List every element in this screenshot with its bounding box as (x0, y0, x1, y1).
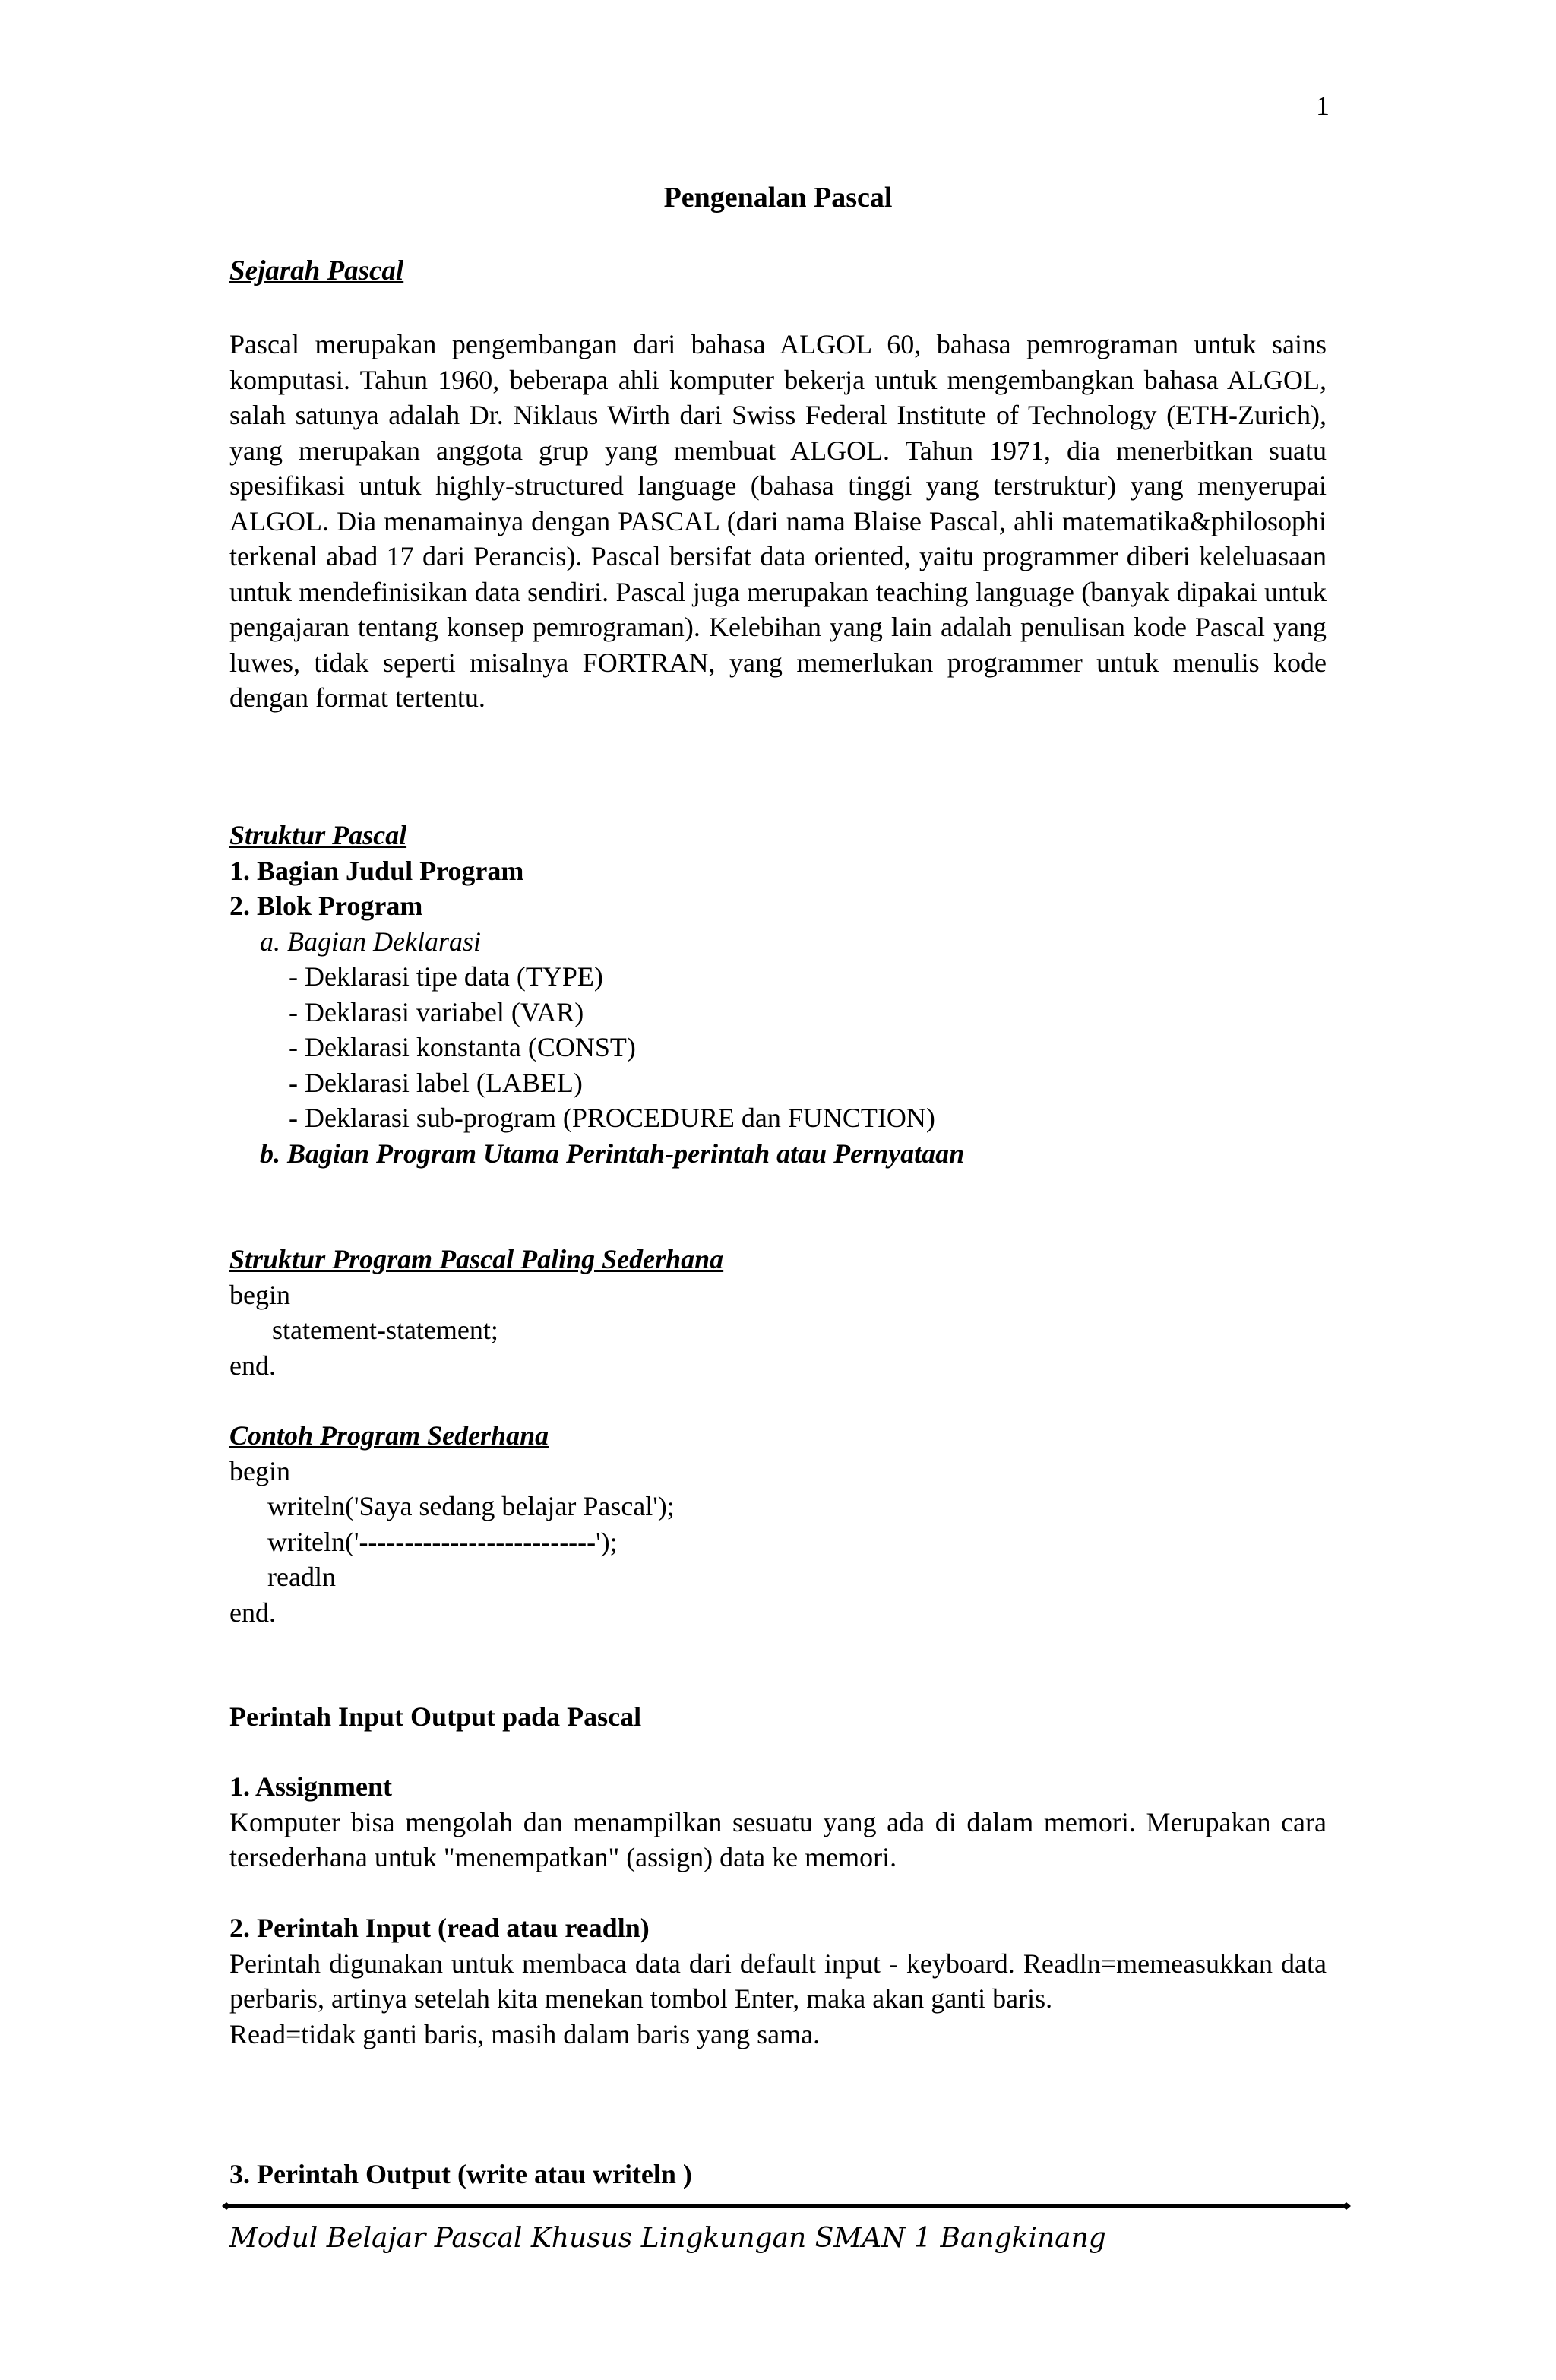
sederhana-heading: Struktur Program Pascal Paling Sederhana (229, 1244, 724, 1274)
input-text: Perintah digunakan untuk membaca data dari default input - keyboard. Readln=memeasukkan data perbaris, artinya setelah kita menekan tombol Enter, maka akan ganti baris. (229, 1948, 1327, 2014)
sejarah-section (229, 254, 1327, 290)
declaration-item: - Deklarasi konstanta (CONST) (289, 1032, 636, 1062)
code-line: end. (229, 1350, 276, 1381)
assignment-text: Komputer bisa mengolah dan menampilkan sesuatu yang ada di dalam memori. Merupakan cara tersederhana untuk "menempatkan" (assign) data ke memori. (229, 1806, 1327, 1872)
footer-rule-line (229, 2204, 1343, 2208)
declaration-item: - Deklarasi variabel (VAR) (289, 996, 584, 1027)
output-section (229, 2157, 1327, 2192)
sejarah-heading: Sejarah Pascal (229, 255, 404, 286)
declaration-item: - Deklarasi sub-program (PROCEDURE dan FUNCTION) (289, 1103, 935, 1133)
code-line: begin (229, 1279, 290, 1310)
io-heading: Perintah Input Output pada Pascal (229, 1701, 642, 1732)
contoh-section (229, 1418, 1327, 1630)
contoh-heading: Contoh Program Sederhana (229, 1420, 549, 1451)
document-title: Pengenalan Pascal (663, 182, 893, 214)
code-line: writeln('--------------------------'); (267, 1526, 618, 1557)
sejarah-body (229, 327, 1327, 716)
declaration-item: - Deklarasi label (LABEL) (289, 1067, 583, 1098)
code-line: end. (229, 1597, 276, 1628)
output-heading: 3. Perintah Output (write atau writeln ) (229, 2159, 692, 2189)
assignment-heading: 1. Assignment (229, 1771, 393, 1802)
assignment-section (229, 1769, 1327, 1875)
code-line: writeln('Saya sedang belajar Pascal'); (267, 1491, 675, 1521)
code-line: statement-statement; (272, 1315, 498, 1345)
footer-rule (222, 2202, 1351, 2210)
io-section (229, 1699, 1327, 1735)
footer-rule-right-diamond (1342, 2202, 1351, 2210)
code-line: begin (229, 1455, 290, 1486)
code-line: readln (267, 1562, 336, 1592)
struktur-sub-deklarasi: a. Bagian Deklarasi (260, 926, 481, 957)
sejarah-paragraph: Pascal merupakan pengembangan dari bahasa ALGOL 60, bahasa pemrograman untuk sains komputasi. Tahun 1960, beberapa ahli komputer bekerja untuk mengembangkan bahasa ALGOL, salah satunya adalah Dr. Niklaus Wirth dari Swiss Federal Institute of Technology (ETH-Zurich), yang merupakan anggota grup yang membuat ALGOL. Tahun 1971, dia menerbitkan suatu spesifikasi untuk highly-structured language (bahasa tinggi yang terstruktur) yang menyerupai ALGOL. Dia menamainya dengan PASCAL (dari nama Blaise Pascal, ahli matematika&philosophi terkenal abad 17 dari Perancis). Pascal bersifat data oriented, yaitu programmer diberi keleluasaan untuk mendefinisikan data sendiri. Pascal juga merupakan teaching language (banyak dipakai untuk pengajaran tentang konsep pemrograman). Kelebihan yang lain adalah penulisan kode Pascal yang luwes, tidak seperti misalnya FORTRAN, yang memerlukan programmer untuk menulis kode dengan format tertentu. (229, 329, 1327, 713)
read-text: Read=tidak ganti baris, masih dalam baris yang sama. (229, 2018, 821, 2049)
struktur-section (229, 818, 1327, 1171)
sederhana-section (229, 1242, 1327, 1383)
input-section (229, 1910, 1327, 2052)
struktur-sub-program-utama: b. Bagian Program Utama Perintah-perintah atau Pernyataan (260, 1138, 965, 1169)
struktur-item-judul: 1. Bagian Judul Program (229, 855, 524, 886)
page-number: 1 (1316, 90, 1330, 121)
declaration-item: - Deklarasi tipe data (TYPE) (289, 961, 603, 992)
struktur-item-blok: 2. Blok Program (229, 891, 423, 921)
input-heading: 2. Perintah Input (read atau readln) (229, 1913, 650, 1943)
footer-text: Modul Belajar Pascal Khusus Lingkungan SMAN 1 Bangkinang (229, 2223, 1106, 2254)
struktur-heading: Struktur Pascal (229, 820, 407, 850)
